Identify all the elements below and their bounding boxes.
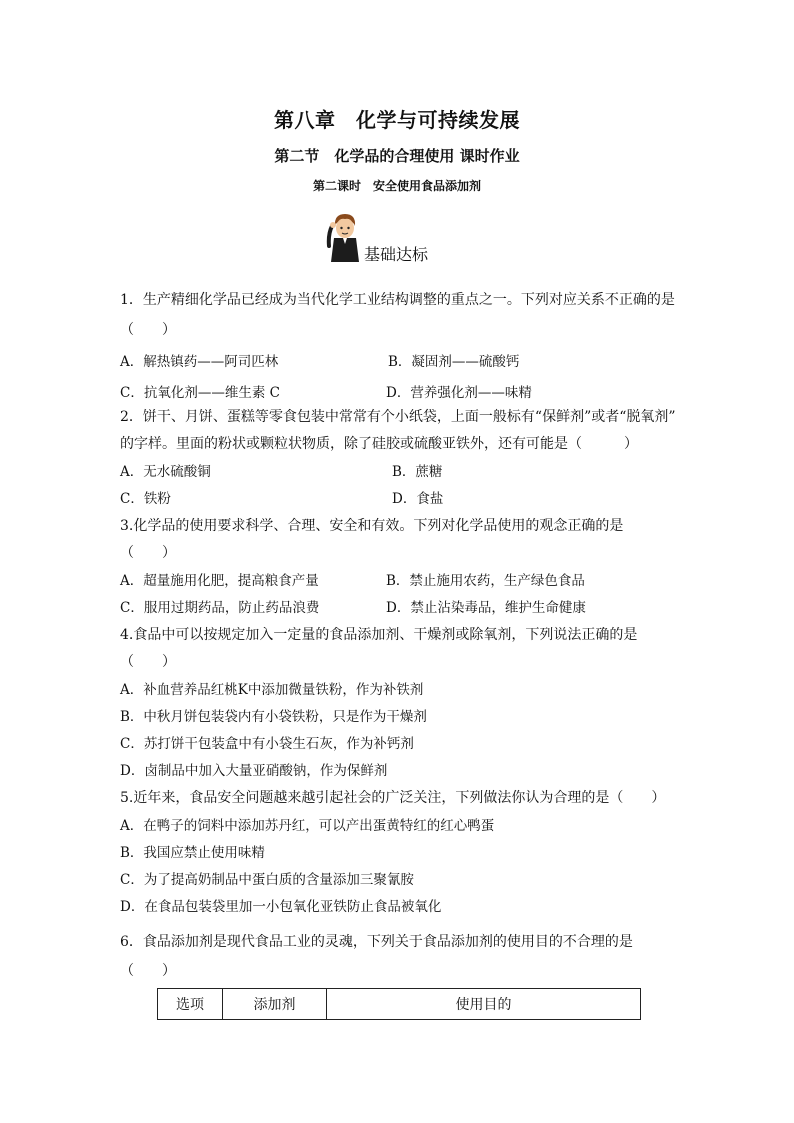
question-2-text: 2．饼干、月饼、蛋糕等零食包装中常常有个小纸袋，上面一般标有“保鲜剂”或者“脱氧剂” xyxy=(120,409,676,425)
question-3-option-d: D．禁止沾染毒品，维护生命健康 xyxy=(386,600,586,616)
question-2-option-d: D．食盐 xyxy=(392,491,444,507)
student-thinking-icon xyxy=(326,210,362,262)
question-3-option-b: B．禁止施用农药，生产绿色食品 xyxy=(386,573,585,589)
question-4-option-a: A．补血营养品红桃K中添加微量铁粉，作为补铁剂 xyxy=(120,682,424,698)
question-3-bracket: （ ） xyxy=(120,545,176,561)
table-header-option: 选项 xyxy=(158,989,223,1020)
question-6-text: 6．食品添加剂是现代食品工业的灵魂，下列关于食品添加剂的使用目的不合理的是 xyxy=(120,934,633,950)
chapter-title: 第八章 化学与可持续发展 xyxy=(274,108,520,132)
question-2-text-cont: 的字样。里面的粉状或颗粒状物质，除了硅胶或硫酸亚铁外，还有可能是（ ） xyxy=(120,436,638,452)
question-3-option-c: C．服用过期药品，防止药品浪费 xyxy=(120,600,320,616)
question-1-bracket: （ ） xyxy=(120,322,176,338)
question-1-option-d: D．营养强化剂——味精 xyxy=(386,385,532,401)
banner-label: 基础达标 xyxy=(364,245,429,264)
question-4-bracket: （ ） xyxy=(120,654,176,670)
question-3-option-a: A．超量施用化肥，提高粮食产量 xyxy=(120,573,319,589)
question-2-option-a: A．无水硫酸铜 xyxy=(120,464,211,480)
question-5-option-a: A．在鸭子的饲料中添加苏丹红，可以产出蛋黄特红的红心鸭蛋 xyxy=(120,818,495,834)
question-1-option-a: A．解热镇药——阿司匹林 xyxy=(120,354,279,370)
table-header-additive: 添加剂 xyxy=(223,989,327,1020)
table-header-purpose: 使用目的 xyxy=(327,989,641,1020)
lesson-title: 第二课时 安全使用食品添加剂 xyxy=(312,179,481,193)
question-4-option-d: D．卤制品中加入大量亚硝酸钠，作为保鲜剂 xyxy=(120,763,388,779)
section-title: 第二节 化学品的合理使用 课时作业 xyxy=(274,147,520,165)
question-5-option-b: B．我国应禁止使用味精 xyxy=(120,845,265,861)
question-1-option-b: B．凝固剂——硫酸钙 xyxy=(388,354,520,370)
question-5-option-d: D．在食品包装袋里加一小包氧化亚铁防止食品被氧化 xyxy=(120,899,442,915)
question-6-table xyxy=(157,988,641,1020)
table-header-row xyxy=(158,989,641,1020)
question-2-option-c: C．铁粉 xyxy=(120,491,171,507)
question-4-text: 4.食品中可以按规定加入一定量的食品添加剂、干燥剂或除氧剂，下列说法正确的是 xyxy=(120,627,638,643)
question-6-bracket: （ ） xyxy=(120,963,176,979)
question-4-option-c: C．苏打饼干包装盒中有小袋生石灰，作为补钙剂 xyxy=(120,736,414,752)
question-1-option-c: C．抗氧化剂——维生素 C xyxy=(120,385,280,401)
question-1-text: 1．生产精细化学品已经成为当代化学工业结构调整的重点之一。下列对应关系不正确的是 xyxy=(120,292,675,308)
question-2-option-b: B．蔗糖 xyxy=(392,464,443,480)
question-3-text: 3.化学品的使用要求科学、合理、安全和有效。下列对化学品使用的观念正确的是 xyxy=(120,518,624,534)
question-5-option-c: C．为了提高奶制品中蛋白质的含量添加三聚氰胺 xyxy=(120,872,414,888)
question-5-text: 5.近年来，食品安全问题越来越引起社会的广泛关注，下列做法你认为合理的是（ ） xyxy=(120,790,666,806)
question-4-option-b: B．中秋月饼包装袋内有小袋铁粉，只是作为干燥剂 xyxy=(120,709,427,725)
